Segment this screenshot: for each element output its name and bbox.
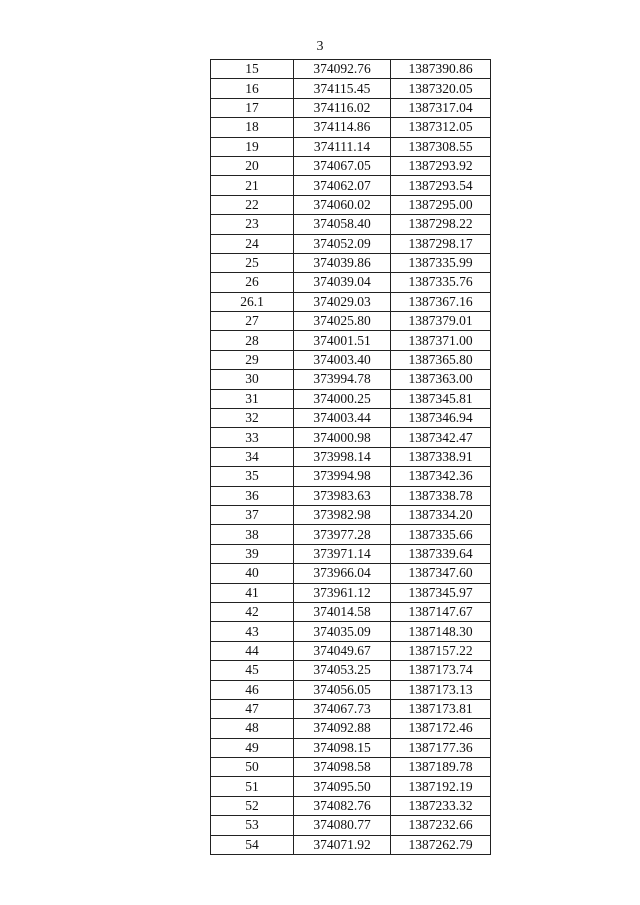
point-number-cell: 49	[211, 738, 294, 757]
table-row	[211, 389, 491, 408]
table-row	[211, 564, 491, 583]
y-coordinate-cell: 1387233.32	[391, 796, 491, 815]
point-number-cell: 53	[211, 816, 294, 835]
coordinates-table-body	[211, 60, 491, 855]
point-number-cell: 16	[211, 79, 294, 98]
x-coordinate-cell: 373983.63	[294, 486, 391, 505]
y-coordinate-cell: 1387345.81	[391, 389, 491, 408]
x-coordinate-cell: 374071.92	[294, 835, 391, 854]
y-coordinate-cell: 1387157.22	[391, 641, 491, 660]
x-coordinate-cell: 374058.40	[294, 215, 391, 234]
point-number-cell: 27	[211, 312, 294, 331]
table-row	[211, 428, 491, 447]
table-row	[211, 447, 491, 466]
x-coordinate-cell: 373998.14	[294, 447, 391, 466]
point-number-cell: 39	[211, 544, 294, 563]
y-coordinate-cell: 1387177.36	[391, 738, 491, 757]
y-coordinate-cell: 1387192.19	[391, 777, 491, 796]
point-number-cell: 26	[211, 273, 294, 292]
y-coordinate-cell: 1387335.76	[391, 273, 491, 292]
x-coordinate-cell: 374000.25	[294, 389, 391, 408]
table-row	[211, 816, 491, 835]
point-number-cell: 33	[211, 428, 294, 447]
y-coordinate-cell: 1387371.00	[391, 331, 491, 350]
y-coordinate-cell: 1387346.94	[391, 409, 491, 428]
table-row	[211, 467, 491, 486]
x-coordinate-cell: 374098.15	[294, 738, 391, 757]
y-coordinate-cell: 1387295.00	[391, 195, 491, 214]
point-number-cell: 24	[211, 234, 294, 253]
x-coordinate-cell: 374039.04	[294, 273, 391, 292]
x-coordinate-cell: 374092.76	[294, 60, 391, 79]
table-row	[211, 370, 491, 389]
y-coordinate-cell: 1387334.20	[391, 505, 491, 524]
table-row	[211, 680, 491, 699]
table-row	[211, 234, 491, 253]
y-coordinate-cell: 1387363.00	[391, 370, 491, 389]
y-coordinate-cell: 1387347.60	[391, 564, 491, 583]
x-coordinate-cell: 374116.02	[294, 98, 391, 117]
table-row	[211, 777, 491, 796]
table-row	[211, 738, 491, 757]
x-coordinate-cell: 374035.09	[294, 622, 391, 641]
table-row	[211, 79, 491, 98]
table-row	[211, 253, 491, 272]
x-coordinate-cell: 374115.45	[294, 79, 391, 98]
point-number-cell: 43	[211, 622, 294, 641]
point-number-cell: 34	[211, 447, 294, 466]
table-row	[211, 641, 491, 660]
coordinates-table	[210, 59, 491, 855]
x-coordinate-cell: 374003.44	[294, 409, 391, 428]
x-coordinate-cell: 374056.05	[294, 680, 391, 699]
y-coordinate-cell: 1387320.05	[391, 79, 491, 98]
table-row	[211, 505, 491, 524]
table-row	[211, 525, 491, 544]
point-number-cell: 51	[211, 777, 294, 796]
table-row	[211, 350, 491, 369]
x-coordinate-cell: 373977.28	[294, 525, 391, 544]
y-coordinate-cell: 1387338.78	[391, 486, 491, 505]
table-row	[211, 661, 491, 680]
point-number-cell: 30	[211, 370, 294, 389]
y-coordinate-cell: 1387293.54	[391, 176, 491, 195]
x-coordinate-cell: 374039.86	[294, 253, 391, 272]
point-number-cell: 32	[211, 409, 294, 428]
x-coordinate-cell: 374080.77	[294, 816, 391, 835]
y-coordinate-cell: 1387148.30	[391, 622, 491, 641]
point-number-cell: 15	[211, 60, 294, 79]
table-row	[211, 719, 491, 738]
table-row	[211, 602, 491, 621]
x-coordinate-cell: 374095.50	[294, 777, 391, 796]
table-row	[211, 156, 491, 175]
table-row	[211, 544, 491, 563]
y-coordinate-cell: 1387312.05	[391, 118, 491, 137]
point-number-cell: 29	[211, 350, 294, 369]
point-number-cell: 36	[211, 486, 294, 505]
y-coordinate-cell: 1387189.78	[391, 758, 491, 777]
y-coordinate-cell: 1387147.67	[391, 602, 491, 621]
table-row	[211, 292, 491, 311]
x-coordinate-cell: 374014.58	[294, 602, 391, 621]
y-coordinate-cell: 1387308.55	[391, 137, 491, 156]
point-number-cell: 41	[211, 583, 294, 602]
x-coordinate-cell: 373982.98	[294, 505, 391, 524]
table-row	[211, 118, 491, 137]
x-coordinate-cell: 374053.25	[294, 661, 391, 680]
y-coordinate-cell: 1387232.66	[391, 816, 491, 835]
point-number-cell: 18	[211, 118, 294, 137]
x-coordinate-cell: 374067.73	[294, 699, 391, 718]
x-coordinate-cell: 374003.40	[294, 350, 391, 369]
table-row	[211, 176, 491, 195]
table-row	[211, 758, 491, 777]
point-number-cell: 35	[211, 467, 294, 486]
y-coordinate-cell: 1387293.92	[391, 156, 491, 175]
x-coordinate-cell: 373961.12	[294, 583, 391, 602]
y-coordinate-cell: 1387342.36	[391, 467, 491, 486]
table-row	[211, 835, 491, 854]
x-coordinate-cell: 374098.58	[294, 758, 391, 777]
table-row	[211, 331, 491, 350]
point-number-cell: 44	[211, 641, 294, 660]
y-coordinate-cell: 1387379.01	[391, 312, 491, 331]
point-number-cell: 40	[211, 564, 294, 583]
y-coordinate-cell: 1387339.64	[391, 544, 491, 563]
y-coordinate-cell: 1387172.46	[391, 719, 491, 738]
table-row	[211, 98, 491, 117]
x-coordinate-cell: 374001.51	[294, 331, 391, 350]
x-coordinate-cell: 373994.98	[294, 467, 391, 486]
table-row	[211, 699, 491, 718]
point-number-cell: 21	[211, 176, 294, 195]
point-number-cell: 45	[211, 661, 294, 680]
point-number-cell: 20	[211, 156, 294, 175]
table-row	[211, 312, 491, 331]
x-coordinate-cell: 373994.78	[294, 370, 391, 389]
point-number-cell: 23	[211, 215, 294, 234]
point-number-cell: 38	[211, 525, 294, 544]
point-number-cell: 26.1	[211, 292, 294, 311]
point-number-cell: 48	[211, 719, 294, 738]
point-number-cell: 54	[211, 835, 294, 854]
y-coordinate-cell: 1387173.74	[391, 661, 491, 680]
table-row	[211, 796, 491, 815]
table-row	[211, 583, 491, 602]
y-coordinate-cell: 1387338.91	[391, 447, 491, 466]
x-coordinate-cell: 373966.04	[294, 564, 391, 583]
y-coordinate-cell: 1387317.04	[391, 98, 491, 117]
x-coordinate-cell: 374049.67	[294, 641, 391, 660]
x-coordinate-cell: 374025.80	[294, 312, 391, 331]
x-coordinate-cell: 374062.07	[294, 176, 391, 195]
table-row	[211, 622, 491, 641]
y-coordinate-cell: 1387367.16	[391, 292, 491, 311]
x-coordinate-cell: 373971.14	[294, 544, 391, 563]
page-number: 3	[316, 39, 324, 54]
y-coordinate-cell: 1387173.13	[391, 680, 491, 699]
y-coordinate-cell: 1387342.47	[391, 428, 491, 447]
x-coordinate-cell: 374000.98	[294, 428, 391, 447]
point-number-cell: 50	[211, 758, 294, 777]
y-coordinate-cell: 1387345.97	[391, 583, 491, 602]
y-coordinate-cell: 1387298.17	[391, 234, 491, 253]
point-number-cell: 28	[211, 331, 294, 350]
x-coordinate-cell: 374111.14	[294, 137, 391, 156]
y-coordinate-cell: 1387365.80	[391, 350, 491, 369]
table-row	[211, 486, 491, 505]
y-coordinate-cell: 1387390.86	[391, 60, 491, 79]
table-row	[211, 60, 491, 79]
point-number-cell: 37	[211, 505, 294, 524]
x-coordinate-cell: 374052.09	[294, 234, 391, 253]
y-coordinate-cell: 1387335.99	[391, 253, 491, 272]
table-row	[211, 137, 491, 156]
point-number-cell: 42	[211, 602, 294, 621]
point-number-cell: 22	[211, 195, 294, 214]
point-number-cell: 31	[211, 389, 294, 408]
x-coordinate-cell: 374067.05	[294, 156, 391, 175]
y-coordinate-cell: 1387173.81	[391, 699, 491, 718]
table-row	[211, 273, 491, 292]
y-coordinate-cell: 1387335.66	[391, 525, 491, 544]
x-coordinate-cell: 374082.76	[294, 796, 391, 815]
y-coordinate-cell: 1387262.79	[391, 835, 491, 854]
x-coordinate-cell: 374114.86	[294, 118, 391, 137]
y-coordinate-cell: 1387298.22	[391, 215, 491, 234]
x-coordinate-cell: 374092.88	[294, 719, 391, 738]
table-row	[211, 195, 491, 214]
point-number-cell: 19	[211, 137, 294, 156]
x-coordinate-cell: 374029.03	[294, 292, 391, 311]
table-row	[211, 215, 491, 234]
x-coordinate-cell: 374060.02	[294, 195, 391, 214]
point-number-cell: 46	[211, 680, 294, 699]
point-number-cell: 17	[211, 98, 294, 117]
point-number-cell: 52	[211, 796, 294, 815]
table-row	[211, 409, 491, 428]
point-number-cell: 47	[211, 699, 294, 718]
point-number-cell: 25	[211, 253, 294, 272]
